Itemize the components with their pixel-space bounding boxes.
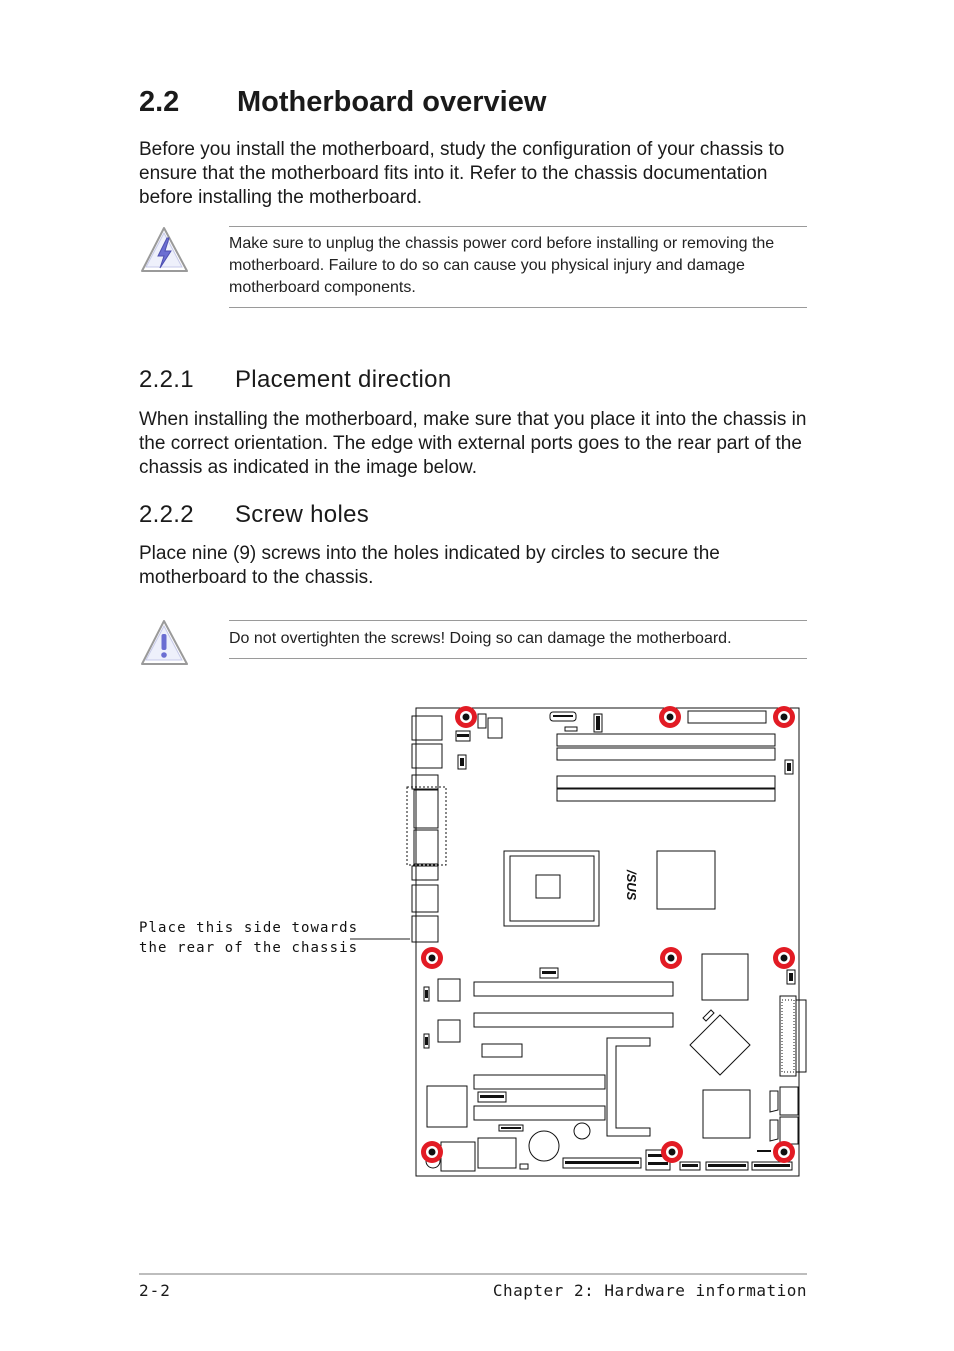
- screw-hole: [773, 947, 795, 969]
- screw-hole: [661, 1141, 683, 1163]
- screw-hole: [421, 947, 443, 969]
- subsection-title-text: Placement direction: [235, 366, 452, 393]
- warning-note: [229, 226, 807, 308]
- section-number: 2.2: [139, 86, 180, 118]
- subsection-title-text: Screw holes: [235, 501, 370, 528]
- screw-hole: [773, 1141, 795, 1163]
- page-number: 2-2: [139, 1281, 171, 1300]
- caution-note: [229, 620, 807, 659]
- subsection-placement-title: [139, 366, 451, 394]
- subsection-number: 2.2.1: [139, 366, 194, 393]
- screw-holes: [421, 706, 795, 1163]
- warning-text: Make sure to unplug the chassis power cord before installing or removing the motherboard. Failure to do so can cause you physical injury and damage motherboard components.: [229, 235, 775, 296]
- asus-logo: /SUS: [624, 870, 639, 901]
- caution-text: Do not overtighten the screws! Doing so can damage the motherboard.: [229, 630, 732, 647]
- subsection-number: 2.2.2: [139, 501, 194, 528]
- section-title: [139, 86, 546, 119]
- screw-paragraph: Place nine (9) screws into the holes indicated by circles to secure the motherboard to the chassis.: [139, 543, 720, 588]
- screw-hole: [659, 706, 681, 728]
- section-title-text: Motherboard overview: [237, 86, 547, 118]
- screw-hole: [773, 706, 795, 728]
- footer-rule: [139, 1273, 807, 1275]
- screw-hole: [421, 1141, 443, 1163]
- rear-side-callout: [139, 918, 358, 958]
- caution-icon: [140, 619, 190, 672]
- lightning-warning-icon: [140, 226, 190, 279]
- screw-hole: [660, 947, 682, 969]
- screw-hole: [455, 706, 477, 728]
- placement-paragraph: When installing the motherboard, make sure that you place it into the chassis in the correct orientation. The edge with external ports goes to the rear part of the chassis as indicated in the image below.: [139, 409, 807, 478]
- motherboard-diagram: [345, 700, 815, 1185]
- chapter-label: Chapter 2: Hardware information: [492, 1281, 807, 1300]
- callout-line-2: the rear of the chassis: [139, 940, 359, 956]
- intro-paragraph: Before you install the motherboard, study the configuration of your chassis to ensure that the motherboard fits into it. Refer to the chassis documentation before installing the motherboard.: [139, 139, 785, 208]
- callout-line-1: Place this side towards: [139, 920, 359, 936]
- subsection-screw-title: [139, 501, 369, 529]
